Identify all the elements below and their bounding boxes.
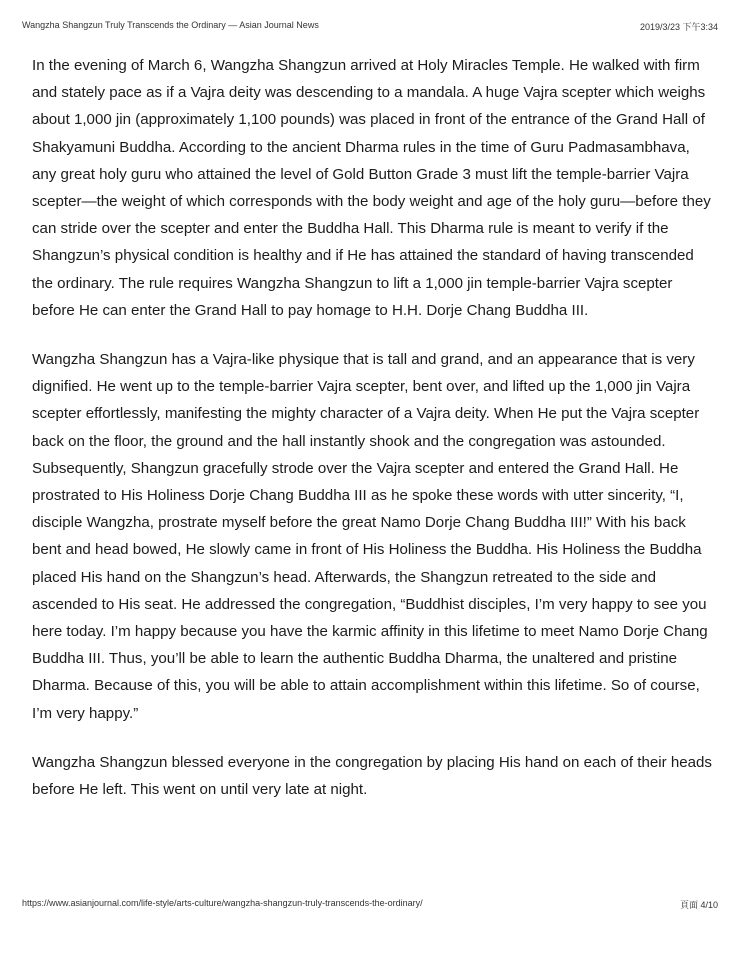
article-paragraph: Wangzha Shangzun blessed everyone in the congregation by placing His hand on each of their heads before He left. This went on until very late at night. bbox=[32, 753, 712, 799]
page-url: https://www.asianjournal.com/life-style/arts-culture/wangzha-shangzun-truly-transcends-the-ordinary/ bbox=[22, 898, 423, 908]
document-title: Wangzha Shangzun Truly Transcends the Ordinary — Asian Journal News bbox=[22, 20, 319, 30]
print-footer bbox=[22, 898, 718, 912]
print-datetime: 2019/3/23 下午3:34 bbox=[639, 22, 718, 32]
article-body bbox=[32, 52, 712, 825]
article-paragraph: Wangzha Shangzun has a Vajra-like physique that is tall and grand, and an appearance that is very dignified. He went up to the temple-barrier Vajra scepter, bent over, and lifted up the 1,000 jin Vajra scepter effortlessly, manifesting the mighty character of a Vajra deity. When He put the Vajra scepter back on the floor, the ground and the hall instantly shook and the congregation was astounded. Subsequently, Shangzun gracefully strode over the Vajra scepter and entered the Grand Hall. He prostrated to His Holiness Dorje Chang Buddha III as he spoke these words with utter sincerity, “I, disciple Wangzha, prostrate myself before the great Namo Dorje Chang Buddha III!” With his back bent and head bowed, He slowly came in front of His Holiness the Buddha. His Holiness the Buddha placed His hand on the Shangzun’s head. Afterwards, the Shangzun retreated to the side and ascended to His seat. He addressed the congregation, “Buddhist disciples, I’m very happy to see you here today. I’m happy because you have the karmic affinity in this lifetime to meet Namo Dorje Chang Buddha III. Thus, you’ll be able to learn the authentic Buddha Dharma, the unaltered and pristine Dharma. Because of this, you will be able to attain accomplishment within this lifetime. So of course, I’m very happy.” bbox=[32, 351, 708, 722]
article-paragraph: In the evening of March 6, Wangzha Shangzun arrived at Holy Miracles Temple. He walked with firm and stately pace as if a Vajra deity was descending to a mandala. A huge Vajra scepter which weighs about 1,000 jin (approximately 1,100 pounds) was placed in front of the entrance of the Grand Hall of Shakyamuni Buddha. According to the ancient Dharma rules in the time of Guru Padmasambhava, any great holy guru who attained the level of Gold Button Grade 3 must lift the temple-barrier Vajra scepter—the weight of which corresponds with the body weight and age of the holy guru—before they can stride over the scepter and enter the Buddha Hall. This Dharma rule is meant to verify if the Shangzun’s physical condition is healthy and if He has attained the standard of having transcended the ordinary. The rule requires Wangzha Shangzun to lift a 1,000 jin temple-barrier Vajra scepter before He can enter the Grand Hall to pay homage to H.H. Dorje Chang Buddha III. bbox=[32, 57, 711, 319]
page-number: 頁面 4/10 bbox=[679, 900, 718, 910]
print-header bbox=[22, 20, 718, 34]
